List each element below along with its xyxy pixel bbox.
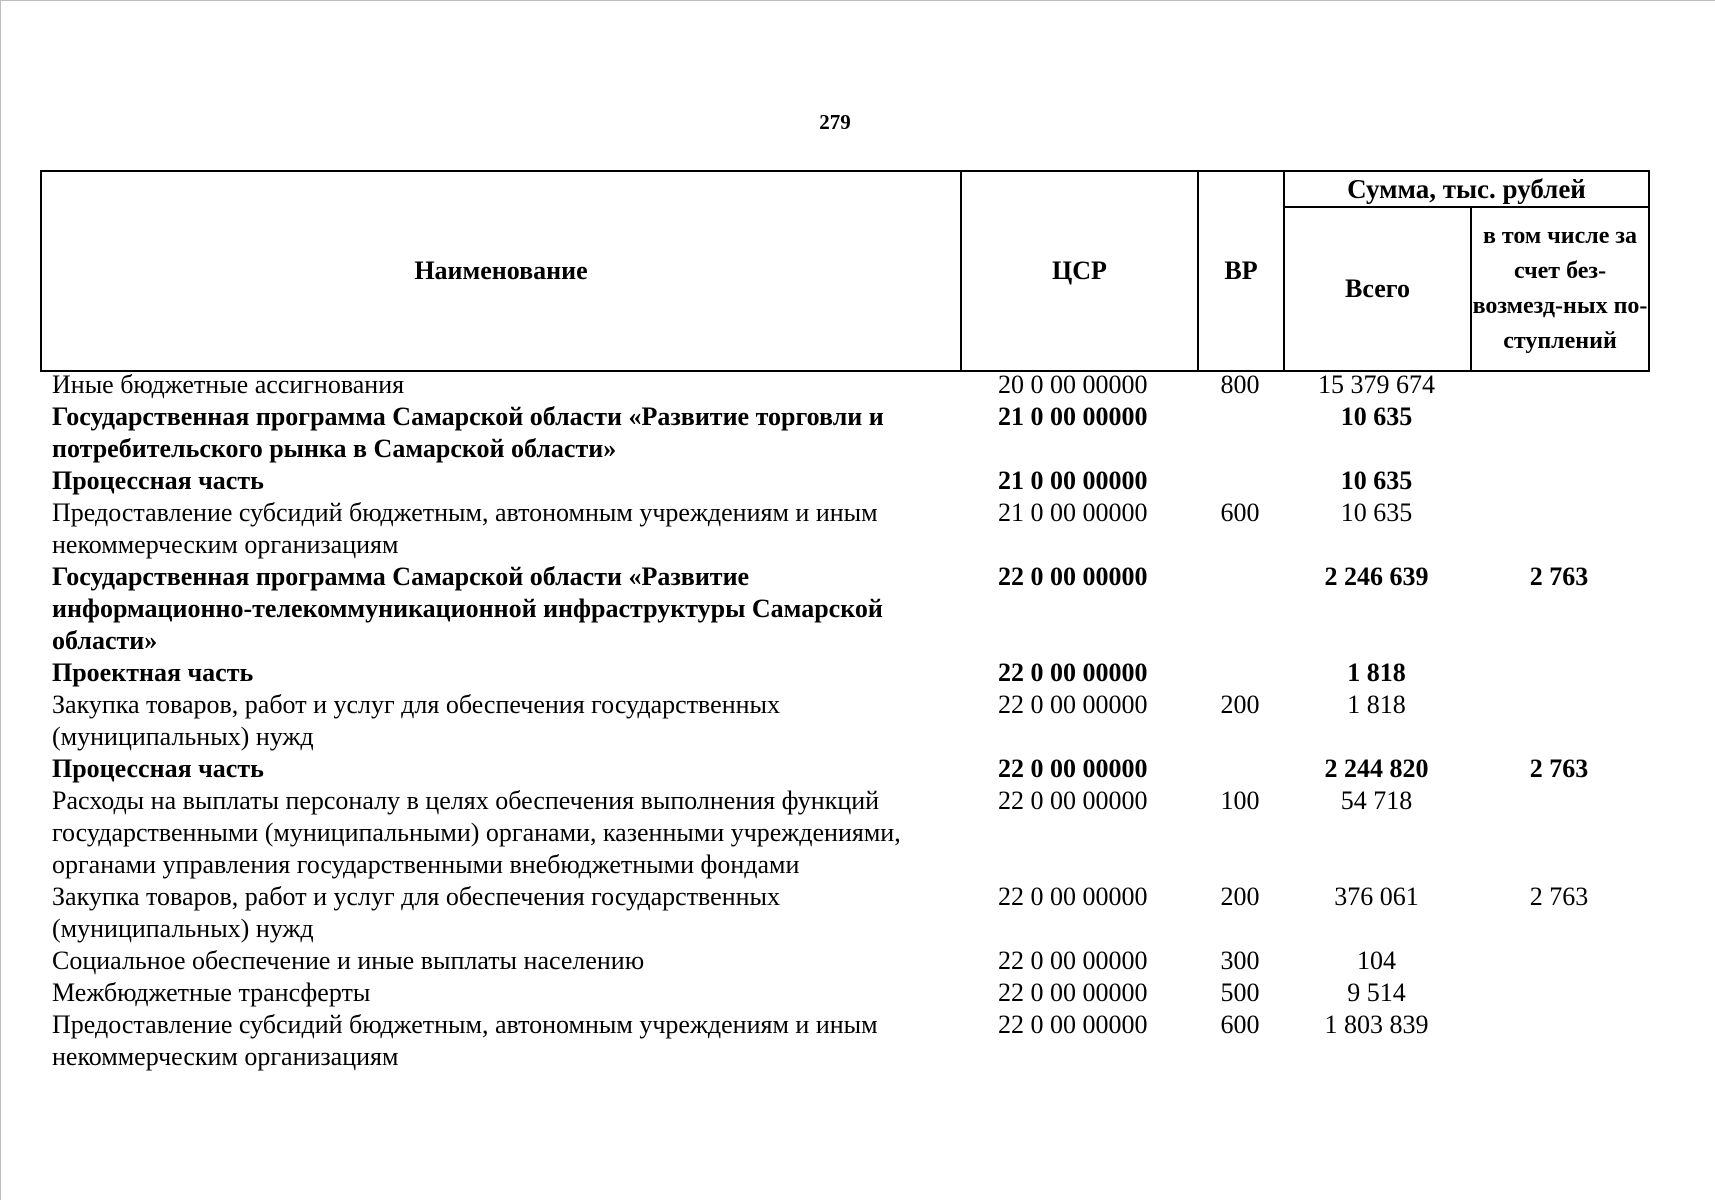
row-grant — [1470, 689, 1648, 753]
column-header-csr: ЦСР — [961, 171, 1198, 371]
row-total: 15 379 674 — [1318, 370, 1435, 399]
row-name: Государственная программа Самарской области «Развитие торговли и потребительского рынка в Самарской области» — [52, 402, 884, 463]
row-total: 1 803 839 — [1324, 1010, 1429, 1039]
row-total: 10 635 — [1340, 402, 1413, 431]
table-row — [40, 689, 1648, 753]
row-grant — [1470, 977, 1648, 1009]
row-csr: 22 0 00 00000 — [998, 562, 1148, 591]
scan-border-left — [0, 0, 1, 1200]
row-name: Предоставление субсидий бюджетным, автономным учреждениям и иным некоммерческим организациям — [52, 1010, 878, 1071]
row-total: 10 635 — [1340, 466, 1413, 495]
row-vr: 500 — [1220, 978, 1260, 1007]
row-vr: 300 — [1220, 946, 1260, 975]
row-grant — [1470, 497, 1648, 561]
row-vr: 600 — [1220, 1010, 1260, 1039]
row-grant: 2 763 — [1529, 882, 1589, 911]
scan-border-top — [0, 0, 1715, 1]
row-total: 2 244 820 — [1324, 754, 1429, 783]
row-csr: 22 0 00 00000 — [998, 658, 1148, 687]
table-row — [40, 1009, 1648, 1073]
row-vr: 200 — [1220, 690, 1260, 719]
row-total: 1 818 — [1347, 690, 1406, 719]
row-grant — [1470, 945, 1648, 977]
table-header — [40, 170, 1650, 372]
row-vr: 100 — [1220, 786, 1260, 815]
column-header-grant: в том числе за счет без-возмезд-ных по-ступлений — [1471, 207, 1649, 371]
row-csr: 22 0 00 00000 — [998, 1010, 1148, 1039]
table-row — [40, 561, 1648, 657]
row-total: 104 — [1357, 946, 1396, 975]
row-vr: 800 — [1220, 370, 1260, 399]
row-name: Процессная часть — [52, 466, 264, 495]
row-name: Процессная часть — [52, 754, 264, 783]
row-name: Расходы на выплаты персоналу в целях обеспечения выполнения функций государственными (муниципальными) органами, казенными учреждениями, органами управления государственными внебюджетными фондами — [52, 786, 901, 879]
table-row — [40, 785, 1648, 881]
row-grant — [1470, 657, 1648, 689]
table-row — [40, 369, 1648, 401]
row-grant — [1470, 1009, 1648, 1073]
column-header-vr: ВР — [1198, 171, 1284, 371]
row-total: 1 818 — [1347, 658, 1406, 687]
row-grant — [1470, 465, 1648, 497]
row-csr: 22 0 00 00000 — [998, 882, 1148, 911]
row-vr: 200 — [1220, 882, 1260, 911]
row-grant — [1470, 785, 1648, 881]
row-vr — [1197, 657, 1283, 689]
row-name: Проектная часть — [52, 658, 254, 687]
row-csr: 22 0 00 00000 — [998, 946, 1148, 975]
row-vr: 600 — [1220, 498, 1260, 527]
row-vr — [1197, 753, 1283, 785]
row-name: Закупка товаров, работ и услуг для обеспечения государственных (муниципальных) нужд — [52, 882, 781, 943]
table-row — [40, 401, 1648, 465]
row-vr — [1197, 401, 1283, 465]
table-row — [40, 945, 1648, 977]
row-vr — [1197, 465, 1283, 497]
row-csr: 21 0 00 00000 — [998, 498, 1148, 527]
row-grant: 2 763 — [1529, 562, 1589, 591]
row-total: 54 718 — [1340, 786, 1413, 815]
row-total: 376 061 — [1334, 882, 1419, 911]
row-name: Иные бюджетные ассигнования — [52, 370, 405, 399]
table-row — [40, 497, 1648, 561]
row-csr: 22 0 00 00000 — [998, 786, 1148, 815]
page-number: 279 — [819, 110, 851, 134]
row-csr: 22 0 00 00000 — [998, 978, 1148, 1007]
row-name: Государственная программа Самарской области «Развитие информационно-телекоммуникационной инфраструктуры Самарской области» — [52, 562, 883, 655]
table-row — [40, 977, 1648, 1009]
row-total: 2 246 639 — [1324, 562, 1429, 591]
row-total: 10 635 — [1340, 498, 1413, 527]
row-name: Социальное обеспечение и иные выплаты населению — [52, 946, 645, 975]
row-name: Предоставление субсидий бюджетным, автономным учреждениям и иным некоммерческим организациям — [52, 498, 878, 559]
row-csr: 22 0 00 00000 — [998, 754, 1148, 783]
row-csr: 21 0 00 00000 — [998, 402, 1148, 431]
column-header-sum: Сумма, тыс. рублей — [1284, 171, 1649, 207]
row-grant — [1470, 401, 1648, 465]
table-row — [40, 753, 1648, 785]
table-row — [40, 657, 1648, 689]
row-name: Закупка товаров, работ и услуг для обеспечения государственных (муниципальных) нужд — [52, 690, 781, 751]
row-vr — [1197, 561, 1283, 657]
row-csr: 20 0 00 00000 — [998, 370, 1148, 399]
table-row — [40, 465, 1648, 497]
row-grant: 2 763 — [1529, 754, 1589, 783]
row-grant — [1470, 369, 1648, 401]
column-header-total: Всего — [1284, 207, 1471, 371]
row-csr: 21 0 00 00000 — [998, 466, 1148, 495]
row-name: Межбюджетные трансферты — [52, 978, 371, 1007]
table-body — [40, 369, 1648, 1073]
table-row — [40, 881, 1648, 945]
row-total: 9 514 — [1347, 978, 1406, 1007]
column-header-name: Наименование — [41, 171, 961, 371]
row-csr: 22 0 00 00000 — [998, 690, 1148, 719]
